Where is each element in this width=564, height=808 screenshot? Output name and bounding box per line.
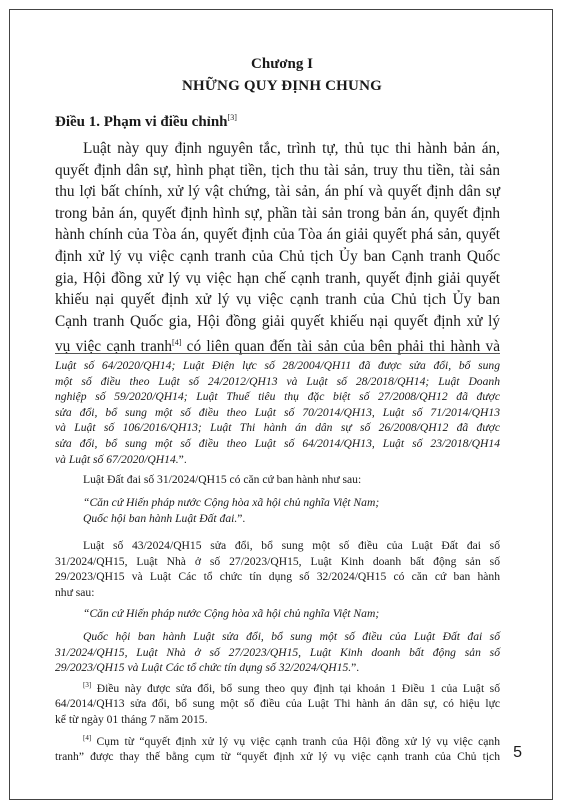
- footnote-text: 29/2023/QH15 và Luật Các tổ chức tín dụng số 32/2024/QH15.: [55, 661, 352, 675]
- chapter-number: Chương I: [251, 56, 313, 72]
- body-line: trong bản án, quyết định hình sự, phần tài sản trong bản án, quyết định: [55, 204, 500, 222]
- article-heading-text: Điều 1. Phạm vi điều chỉnh: [55, 114, 228, 130]
- footnote-line: tranh” được thay thế bằng cụm từ “quyết định xử lý vụ việc cạnh tranh của Chủ tịch: [55, 750, 500, 764]
- footnote-text: ”.: [237, 511, 246, 525]
- footnote-line: Quốc hội ban hành Luật sửa đổi, bổ sung một số điều của Luật Đất đai số: [83, 630, 500, 643]
- footnote-text: ”.: [351, 661, 360, 675]
- body-line-last: [55, 332, 500, 358]
- footnote-line: sửa đổi, bổ sung một số điều theo Luật số 70/2014/QH13, Luật số 71/2014/QH13: [55, 405, 500, 419]
- footnote-text: Cụm từ “quyết định xử lý vụ việc cạnh tranh của Hội đồng xử lý vụ việc cạnh: [91, 734, 500, 748]
- footnote-line: [55, 678, 500, 696]
- body-line: Luật này quy định nguyên tắc, trình tự, thủ tục thi hành bản án,: [83, 140, 500, 157]
- footnote-line: 31/2024/QH15, Luật Nhà ở số 27/2023/QH15, Luật Kinh doanh bất động sản số: [55, 645, 500, 659]
- footnote-line: và Luật số 106/2016/QH13; Luật Thi hành án dân sự số 26/2008/QH12 đã được: [55, 421, 500, 435]
- body-line: thu lợi bất chính, xử lý vật chứng, tài sản, án phí và quyết định dân sự: [55, 183, 500, 201]
- footnote-line: 29/2023/QH15 và Luật Các tổ chức tín dụng số 32/2024/QH15 có căn cứ ban hành: [55, 570, 500, 584]
- chapter-title: NHỮNG QUY ĐỊNH CHUNG: [182, 78, 382, 94]
- footnote-line: [55, 660, 500, 676]
- footnote-line: một số điều theo Luật số 24/2012/QH13 và Luật số 28/2018/QH14; Luật Doanh: [55, 374, 500, 388]
- footnote-continued: [55, 358, 500, 467]
- footnote-line: Luật Đất đai số 31/2024/QH15 có căn cứ ban hành như sau:: [83, 473, 362, 486]
- footnote-land-law: [55, 472, 500, 488]
- footnote-line: [55, 452, 500, 468]
- footnote-3-marker: [3]: [83, 681, 92, 689]
- footnote-line: nghiệp số 59/2020/QH14; Luật Thuế tiêu thụ đặc biệt số 27/2008/QH12 đã được: [55, 390, 500, 404]
- body-text: vụ việc cạnh tranh: [55, 338, 173, 356]
- footnote-4-marker: [4]: [83, 734, 92, 742]
- footnote-line: kể từ ngày 01 tháng 7 năm 2015.: [55, 713, 208, 727]
- footnote-3: [55, 678, 500, 728]
- article-heading: [55, 113, 237, 131]
- footnote-text: ”.: [178, 452, 187, 466]
- footnote-line: Luật số 43/2024/QH15 sửa đổi, bổ sung một số điều của Luật Đất đai số: [83, 539, 500, 552]
- footnote-text: Quốc hội ban hành Luật Đất đai.: [83, 511, 238, 525]
- body-line: khiếu nại quyết định xử lý vụ việc cạnh tranh của Chủ tịch Ủy ban: [55, 291, 500, 309]
- body-line: quyết định dân sự, hình phạt tiền, tịch thu tài sản, truy thu tiền, tài sản: [55, 161, 500, 179]
- page-number: 5: [513, 744, 522, 761]
- body-line: Cạnh tranh Quốc gia, Hội đồng giải quyết khiếu nại quyết định xử lý: [55, 312, 500, 330]
- footnote-line: 64/2014/QH13 sửa đổi, bổ sung một số điều của Luật Thi hành án dân sự, có hiệu lực: [55, 697, 500, 711]
- footnote-quote-2: [55, 606, 500, 622]
- body-line: hành chính của Tòa án, quyết định của Tòa án giải quyết phá sản, quyết: [55, 226, 500, 244]
- footnote-line: 31/2024/QH15, Luật Nhà ở số 27/2023/QH15, Luật Kinh doanh bất động sản số: [55, 554, 500, 568]
- footnote-line: [55, 731, 500, 749]
- body-text: có liên quan đến tài sản của bên phải thi hành và: [181, 338, 500, 356]
- footnote-line: [55, 511, 500, 527]
- body-line: gia, Hội đồng xử lý vụ việc hạn chế cạnh tranh, quyết định giải quyết: [55, 269, 500, 287]
- footnote-line: “Căn cứ Hiến pháp nước Cộng hòa xã hội chủ nghĩa Việt Nam;: [83, 607, 380, 620]
- article-body: [55, 138, 500, 358]
- footnote-4: [55, 731, 500, 765]
- footnote-ref-4[interactable]: [4]: [172, 338, 182, 348]
- footnote-text: và Luật số 67/2020/QH14.: [55, 452, 179, 466]
- footnote-line: sửa đổi, bổ sung một số điều theo Luật số 64/2014/QH13, Luật số 23/2018/QH14: [55, 436, 500, 450]
- body-line: định xử lý vụ việc cạnh tranh của Chủ tịch Ủy ban Cạnh tranh Quốc: [55, 247, 500, 265]
- footnote-divider: [55, 353, 500, 354]
- footnote-quote-2b: [55, 629, 500, 676]
- footnote-line: như sau:: [55, 585, 95, 599]
- footnote-law-43: [55, 538, 500, 600]
- footnote-ref-3[interactable]: [3]: [227, 113, 237, 122]
- footnote-quote-1: [55, 495, 500, 526]
- footnote-line: “Căn cứ Hiến pháp nước Cộng hòa xã hội chủ nghĩa Việt Nam;: [83, 496, 380, 509]
- footnote-text: Điều này được sửa đổi, bổ sung theo quy định tại khoản 1 Điều 1 của Luật số: [91, 681, 500, 695]
- footnote-line: Luật số 64/2020/QH14; Luật Điện lực số 28/2004/QH11 đã được sửa đổi, bổ sung: [55, 359, 500, 372]
